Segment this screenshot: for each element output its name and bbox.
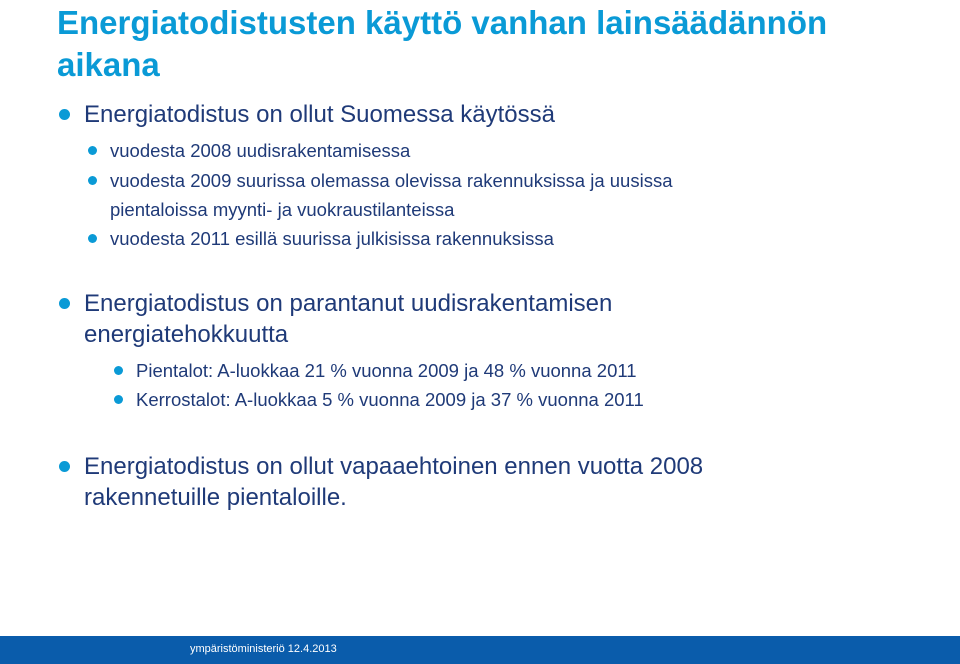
- subbullet-2-2: [136, 386, 644, 413]
- bullet-dot-icon: [59, 461, 70, 472]
- subbullet-2-1-text: Pientalot: A-luokkaa 21 % vuonna 2009 ja 48 % vuonna 2011: [136, 360, 637, 381]
- subbullet-1-2-text: vuodesta 2009 suurissa olemassa olevissa rakennuksissa ja uusissa: [110, 170, 673, 191]
- bullet-main-3-line-2: rakennetuille pientaloille.: [84, 484, 347, 511]
- bullet-dot-icon: [59, 109, 70, 120]
- subbullet-2-2-text: Kerrostalot: A-luokkaa 5 % vuonna 2009 ja 37 % vuonna 2011: [136, 389, 644, 410]
- subbullet-1-2: [110, 167, 673, 194]
- bullet-main-1-text: Energiatodistus on ollut Suomessa käytössä: [84, 101, 555, 128]
- bullet-dot-icon: [114, 366, 123, 375]
- footer-text: ympäristöministeriö 12.4.2013: [190, 643, 337, 655]
- bullet-main-2-line-1: Energiatodistus on parantanut uudisrakentamisen: [84, 290, 613, 317]
- bullet-main-2: [84, 288, 612, 350]
- slide-title-line-1: Energiatodistusten käyttö vanhan lainsäädännön: [57, 4, 828, 41]
- bullet-dot-icon: [114, 395, 123, 404]
- subbullet-1-3-text: vuodesta 2011 esillä suurissa julkisissa rakennuksissa: [110, 228, 554, 249]
- subbullet-1-2-continuation: [110, 196, 454, 223]
- bullet-dot-icon: [88, 234, 97, 243]
- bullet-dot-icon: [59, 298, 70, 309]
- bullet-dot-icon: [88, 146, 97, 155]
- footer-bar: [0, 636, 960, 664]
- subbullet-2-1: [136, 357, 637, 384]
- slide-title-line-2: aikana: [57, 46, 160, 83]
- slide-title: [57, 2, 937, 86]
- bullet-main-3-line-1: Energiatodistus on ollut vapaaehtoinen ennen vuotta 2008: [84, 453, 704, 480]
- subbullet-1-2-continuation-text: pientaloissa myynti- ja vuokraustilanteissa: [110, 199, 455, 220]
- bullet-main-3: [84, 451, 703, 513]
- bullet-dot-icon: [88, 176, 97, 185]
- subbullet-1-1: [110, 137, 410, 164]
- bullet-main-2-line-2: energiatehokkuutta: [84, 321, 289, 348]
- subbullet-1-3: [110, 225, 554, 252]
- bullet-main-1: [84, 99, 555, 130]
- subbullet-1-1-text: vuodesta 2008 uudisrakentamisessa: [110, 140, 411, 161]
